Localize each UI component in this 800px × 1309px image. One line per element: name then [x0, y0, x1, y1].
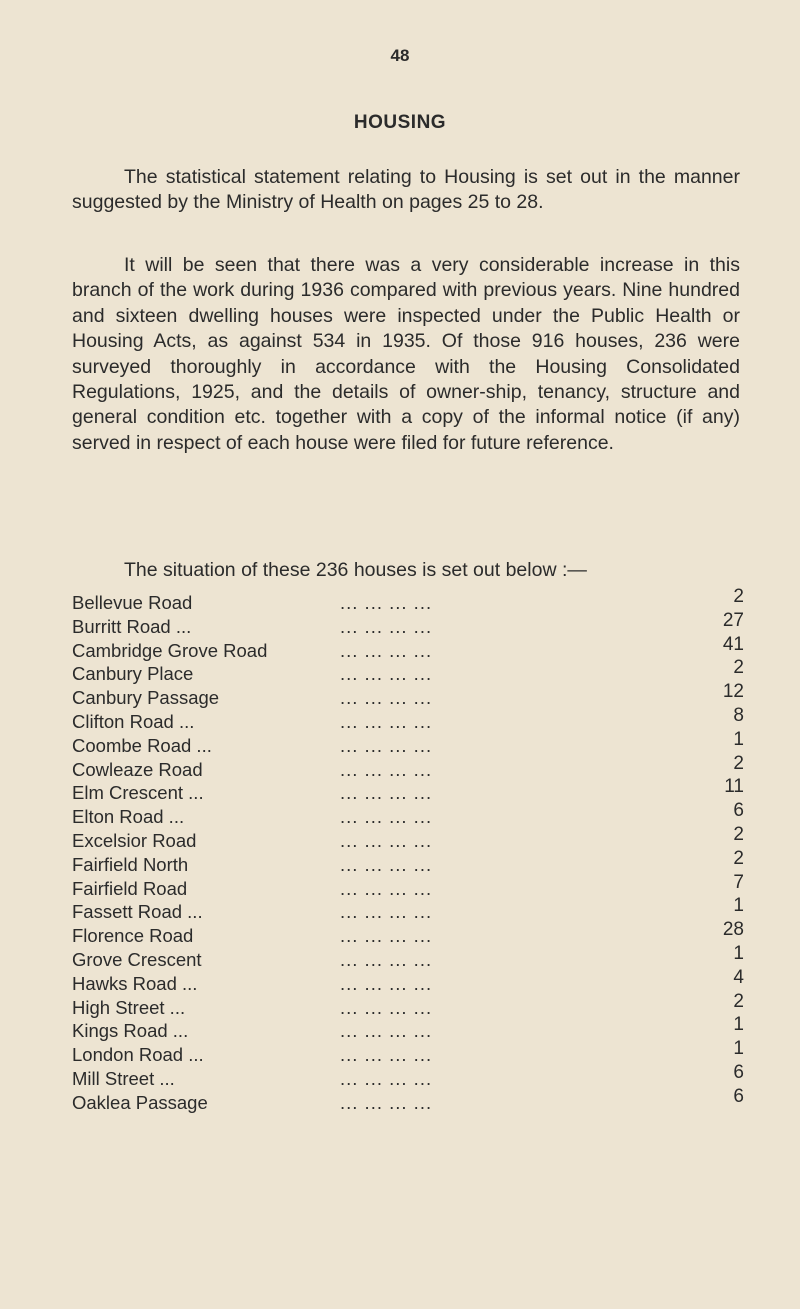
road-name: Cambridge Grove Road — [72, 639, 268, 661]
road-name: Burritt Road ... — [72, 615, 192, 637]
dot-leader: ... ... ... ... — [340, 758, 433, 780]
house-count: 1 — [733, 728, 744, 750]
house-count: 2 — [733, 990, 744, 1012]
house-count: 11 — [724, 776, 744, 798]
list-item — [72, 919, 744, 948]
house-count: 2 — [733, 586, 744, 607]
house-count: 4 — [733, 966, 744, 988]
road-name: Canbury Passage — [72, 687, 220, 709]
paragraph-housing-increase: It will be seen that there was a very considerable increase in this branch of the work during 1936 compared with previous years. Nine hundred and sixteen dwelling houses were inspected under the Public Health or Housing Acts, as against 534 in 1935. Of those 916 houses, 236 were surveyed thoroughly in accordance with the Housing Consolidated Regulations, 1925, and the details of owner-ship, tenancy, structure and general condition etc. together with a copy of the informal notice (if any) served in respect of each house were filed for future reference. — [72, 254, 740, 454]
list-item — [72, 609, 744, 639]
road-name: Cowleaze Road — [72, 758, 203, 780]
road-name: Excelsior Road — [72, 829, 197, 851]
house-count: 6 — [733, 1085, 744, 1107]
dot-leader: ... ... ... ... — [340, 663, 433, 685]
house-count: 1 — [733, 1038, 744, 1060]
list-item — [72, 1085, 744, 1115]
road-name: High Street ... — [72, 996, 186, 1018]
paragraph-statistical-statement: The statistical statement relating to Housing is set out in the manner suggested by the Ministry of Health on pages 25 to 28. — [72, 166, 740, 214]
house-count: 28 — [722, 919, 744, 941]
house-count: 41 — [722, 633, 744, 655]
house-count: 12 — [722, 681, 744, 703]
list-item — [72, 871, 744, 901]
list-item — [72, 704, 744, 734]
dot-leader: ... ... ... ... — [340, 687, 433, 709]
section-title: HOUSING — [353, 112, 447, 133]
road-name: Bellevue Road — [72, 592, 193, 613]
house-count: 1 — [733, 1014, 744, 1036]
list-item — [72, 966, 744, 996]
list-item — [72, 633, 744, 663]
list-item — [72, 776, 744, 805]
dot-leader: ... ... ... ... — [340, 615, 433, 637]
list-item — [72, 800, 744, 829]
road-name: Clifton Road ... — [72, 710, 195, 732]
dot-leader: ... ... ... ... — [340, 853, 433, 875]
list-item — [72, 586, 744, 615]
list-item — [72, 728, 744, 758]
road-name: Fairfield Road — [72, 877, 188, 899]
list-item — [72, 657, 744, 686]
list-item — [72, 990, 744, 1020]
road-name: Fairfield North — [72, 853, 189, 875]
dot-leader: ... ... ... ... — [340, 901, 433, 923]
house-count: 2 — [733, 752, 744, 774]
dot-leader: ... ... ... ... — [340, 710, 433, 732]
list-item — [72, 847, 744, 877]
list-item — [72, 1014, 744, 1043]
house-count: 6 — [733, 800, 744, 822]
road-name: Kings Road ... — [72, 1020, 189, 1042]
list-item — [72, 752, 744, 782]
road-name: Hawks Road ... — [72, 972, 198, 994]
dot-leader: ... ... ... ... — [340, 972, 433, 994]
list-item — [72, 1061, 744, 1091]
dot-leader: ... ... ... ... — [340, 592, 433, 613]
road-name: Oaklea Passage — [72, 1091, 208, 1113]
dot-leader: ... ... ... ... — [340, 829, 433, 851]
road-list-intro: The situation of these 236 houses is set out below :— — [124, 559, 587, 581]
dot-leader: ... ... ... ... — [340, 948, 433, 970]
road-name: Grove Crescent — [72, 948, 202, 970]
road-list — [72, 586, 744, 1115]
list-item — [72, 942, 744, 972]
house-count: 1 — [733, 895, 744, 917]
house-count: 2 — [733, 823, 744, 845]
list-item — [72, 823, 744, 853]
house-count: 2 — [733, 847, 744, 869]
dot-leader: ... ... ... ... — [340, 877, 433, 899]
house-count: 8 — [733, 704, 744, 726]
road-name: Canbury Place — [72, 663, 194, 685]
dot-leader: ... ... ... ... — [340, 806, 433, 828]
dot-leader: ... ... ... ... — [340, 782, 433, 804]
house-count: 27 — [722, 609, 744, 631]
house-count: 6 — [733, 1061, 744, 1083]
dot-leader: ... ... ... ... — [340, 734, 433, 756]
list-item — [72, 681, 744, 710]
road-name: Elton Road ... — [72, 806, 185, 828]
road-name: Mill Street ... — [72, 1067, 175, 1089]
list-item — [72, 895, 744, 924]
road-name: Elm Crescent ... — [72, 782, 204, 804]
road-name: Fassett Road ... — [72, 901, 203, 923]
page-number: 48 — [390, 46, 410, 65]
house-count: 2 — [733, 657, 744, 679]
dot-leader: ... ... ... ... — [340, 1044, 433, 1066]
road-name: London Road ... — [72, 1044, 204, 1066]
list-item — [72, 1038, 744, 1067]
dot-leader: ... ... ... ... — [340, 1067, 433, 1089]
road-name: Coombe Road ... — [72, 734, 212, 756]
dot-leader: ... ... ... ... — [340, 1091, 433, 1113]
dot-leader: ... ... ... ... — [340, 639, 433, 661]
road-name: Florence Road — [72, 925, 194, 947]
dot-leader: ... ... ... ... — [340, 925, 433, 947]
dot-leader: ... ... ... ... — [340, 996, 433, 1018]
house-count: 7 — [733, 871, 744, 893]
dot-leader: ... ... ... ... — [340, 1020, 433, 1042]
house-count: 1 — [733, 942, 744, 964]
